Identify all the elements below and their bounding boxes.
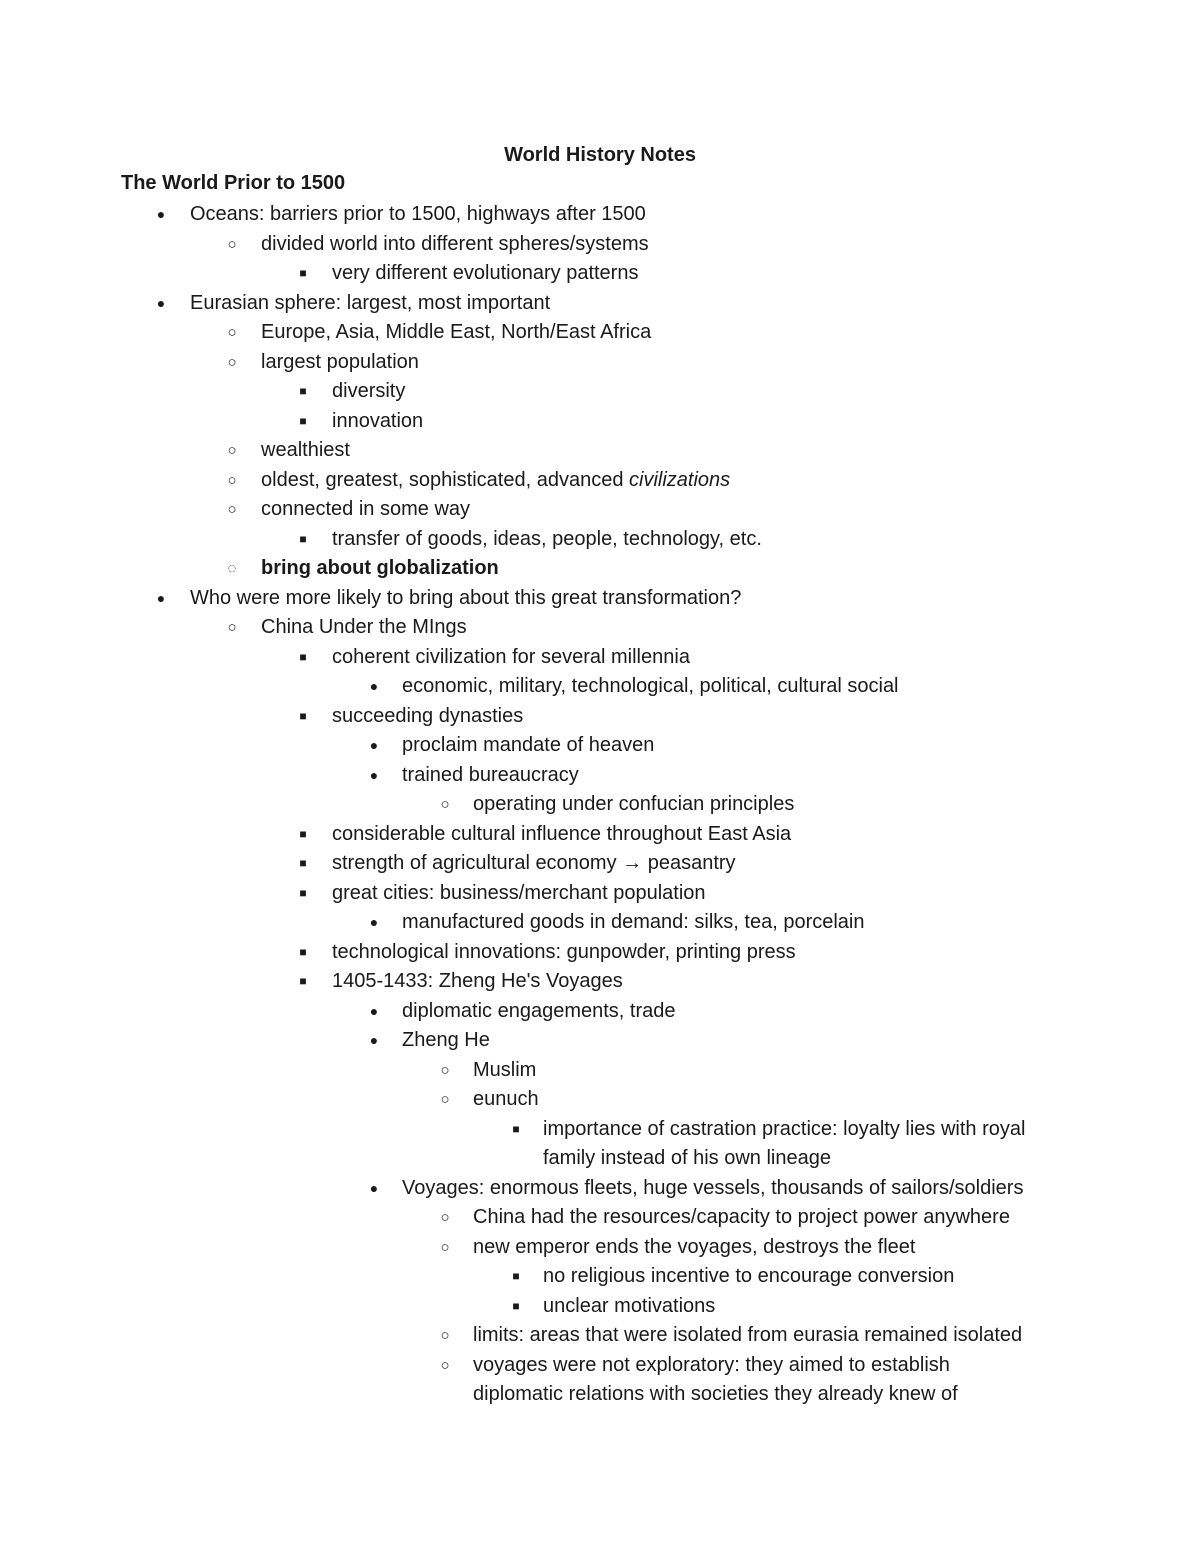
outline-line: [0, 495, 1200, 525]
outline-text: [332, 702, 523, 732]
outline-text: [402, 997, 676, 1027]
outline-line: [0, 407, 1200, 437]
line-text: technological innovations: gunpowder, printing press: [332, 940, 796, 963]
outline-line: [0, 1380, 1200, 1410]
outline-line: [0, 1203, 1200, 1233]
outline-text: [190, 200, 646, 230]
section-heading: The World Prior to 1500: [121, 172, 346, 194]
outline-text: [332, 377, 405, 407]
bullet-marker: ●: [369, 678, 379, 694]
line-text: transfer of goods, ideas, people, technology, etc.: [332, 527, 762, 550]
line-text: limits: areas that were isolated from eurasia remained isolated: [473, 1324, 1023, 1346]
outline-text: [261, 436, 350, 466]
bullet-marker: ○: [440, 1238, 450, 1256]
bullet-marker: ■: [299, 384, 307, 398]
outline-text: [261, 613, 467, 643]
bullet-marker: ●: [369, 1032, 379, 1048]
outline-text: [332, 967, 623, 997]
outline-line: [0, 879, 1200, 909]
bullet-marker: ○: [227, 619, 237, 636]
line-text: diversity: [332, 380, 406, 402]
outline-text: [261, 318, 651, 348]
outline-line: [0, 1115, 1200, 1145]
bullet-marker: ○: [440, 1209, 450, 1226]
outline-line: [0, 1026, 1200, 1056]
outline-line: [0, 466, 1200, 496]
bullet-marker: ■: [299, 266, 307, 280]
outline-text: [402, 672, 899, 702]
outline-text: [473, 1233, 915, 1263]
outline-line: [0, 377, 1200, 407]
line-text: Who were more likely to bring about this great transformation?: [190, 586, 742, 609]
outline-line: [0, 790, 1200, 820]
outline-line: [0, 1321, 1200, 1351]
outline-text: [473, 1380, 958, 1410]
bullet-marker: ●: [369, 766, 379, 783]
outline-text: [261, 554, 499, 584]
bullet-marker: ○: [227, 471, 237, 489]
outline-line: [0, 967, 1200, 997]
line-text: unclear motivations: [543, 1294, 716, 1317]
emphasis-text: civilizations: [629, 468, 731, 491]
bullet-marker: ○: [227, 353, 237, 371]
line-text: succeeding dynasties: [332, 704, 524, 727]
outline-line: [0, 1351, 1200, 1381]
outline-line: [0, 849, 1200, 879]
line-text: great cities: business/merchant population: [332, 881, 706, 904]
outline-line: [0, 200, 1200, 230]
outline-text: [402, 908, 865, 938]
outline-line: [0, 1085, 1200, 1115]
bullet-marker: ◌: [227, 560, 237, 577]
line-text: Muslim: [473, 1058, 537, 1081]
line-text: economic, military, technological, political, cultural social: [402, 675, 899, 697]
outline-text: [402, 1174, 1023, 1204]
bullet-marker: ■: [299, 413, 307, 428]
outline-text: [473, 1203, 1010, 1233]
line-text: Voyages: enormous fleets, huge vessels, thousands of sailors/soldiers: [402, 1176, 1024, 1199]
outline-text: [190, 584, 741, 614]
bullet-marker: ●: [369, 737, 379, 753]
line-text: very different evolutionary patterns: [332, 262, 639, 284]
outline-text: [473, 1321, 1022, 1351]
bullet-marker: ●: [156, 206, 166, 222]
outline-line: [0, 436, 1200, 466]
bullet-marker: ■: [299, 531, 307, 546]
line-text: coherent civilization for several millennia: [332, 645, 690, 668]
bullet-marker: ■: [512, 1298, 520, 1313]
bullet-marker: ○: [227, 324, 237, 341]
outline-text: [332, 407, 423, 437]
notes-outline: [0, 200, 1200, 1410]
outline-line: [0, 289, 1200, 319]
outline-text: [332, 938, 796, 968]
outline-line: [0, 672, 1200, 702]
outline-text: [261, 230, 649, 260]
outline-text: [543, 1144, 831, 1174]
outline-text: [543, 1262, 954, 1292]
line-text: proclaim mandate of heaven: [402, 734, 655, 756]
outline-line: [0, 1233, 1200, 1263]
line-text: diplomatic engagements, trade: [402, 999, 676, 1022]
outline-text: [402, 1026, 490, 1056]
bullet-marker: ○: [440, 796, 450, 813]
outline-text: [261, 495, 470, 525]
bullet-marker: ■: [299, 974, 307, 988]
line-text: new emperor ends the voyages, destroys the fleet: [473, 1235, 916, 1258]
outline-line: [0, 230, 1200, 260]
outline-line: [0, 1144, 1200, 1174]
bullet-marker: ■: [299, 708, 307, 723]
outline-line: [0, 997, 1200, 1027]
bullet-marker: ■: [299, 649, 307, 664]
line-text: oldest, greatest, sophisticated, advanced: [261, 468, 630, 491]
outline-line: [0, 348, 1200, 378]
line-text: manufactured goods in demand: silks, tea, porcelain: [402, 911, 865, 933]
bullet-marker: ○: [440, 1061, 450, 1079]
bullet-marker: ●: [369, 1002, 379, 1019]
outline-line: [0, 702, 1200, 732]
outline-text: [332, 525, 762, 555]
bullet-marker: ■: [299, 856, 307, 870]
line-text: Eurasian sphere: largest, most important: [190, 291, 551, 314]
line-text: Oceans: barriers prior to 1500, highways after 1500: [190, 203, 646, 225]
line-text: innovation: [332, 409, 424, 432]
line-text: strength of agricultural economy → peasantry: [332, 852, 736, 874]
outline-line: [0, 318, 1200, 348]
outline-line: [0, 584, 1200, 614]
line-text: diplomatic relations with societies they already knew of: [473, 1383, 958, 1405]
outline-text: [261, 466, 730, 496]
outline-line: [0, 1174, 1200, 1204]
line-text: family instead of his own lineage: [543, 1147, 831, 1169]
outline-line: [0, 554, 1200, 584]
outline-text: [543, 1115, 1025, 1145]
bullet-marker: ●: [156, 294, 166, 311]
line-text: operating under confucian principles: [473, 793, 795, 815]
line-text: 1405-1433: Zheng He's Voyages: [332, 970, 623, 992]
bullet-marker: ○: [227, 501, 237, 518]
outline-text: [261, 348, 419, 378]
outline-text: [473, 1085, 539, 1115]
outline-line: [0, 1292, 1200, 1322]
line-text: divided world into different spheres/systems: [261, 232, 649, 255]
outline-line: [0, 820, 1200, 850]
outline-text: [332, 820, 791, 850]
outline-text: [332, 643, 690, 673]
bullet-marker: ●: [156, 589, 166, 606]
outline-line: [0, 525, 1200, 555]
line-text: Europe, Asia, Middle East, North/East Africa: [261, 321, 652, 343]
line-text: wealthiest: [261, 439, 350, 461]
line-text: bring about globalization: [261, 557, 499, 579]
bullet-marker: ■: [512, 1269, 520, 1283]
line-text: trained bureaucracy: [402, 763, 579, 786]
outline-text: [190, 289, 550, 319]
bullet-marker: ■: [299, 885, 307, 900]
bullet-marker: ■: [512, 1121, 520, 1136]
bullet-marker: ○: [440, 1356, 450, 1374]
bullet-marker: ○: [440, 1327, 450, 1344]
outline-line: [0, 938, 1200, 968]
bullet-marker: ○: [227, 442, 237, 459]
outline-text: [543, 1292, 715, 1322]
line-text: eunuch: [473, 1088, 539, 1110]
line-text: no religious incentive to encourage conversion: [543, 1265, 955, 1287]
outline-text: [402, 731, 654, 761]
bullet-marker: ○: [440, 1091, 450, 1108]
outline-line: [0, 731, 1200, 761]
outline-text: [402, 761, 579, 791]
line-text: connected in some way: [261, 498, 471, 520]
line-text: largest population: [261, 350, 419, 373]
outline-text: [332, 259, 638, 289]
bullet-marker: ○: [227, 235, 237, 253]
line-text: Zheng He: [402, 1029, 490, 1051]
outline-text: [473, 790, 794, 820]
line-text: voyages were not exploratory: they aimed to establish: [473, 1353, 950, 1376]
bullet-marker: ■: [299, 944, 307, 959]
line-text: considerable cultural influence throughout East Asia: [332, 822, 792, 845]
line-text: China Under the MIngs: [261, 616, 467, 638]
outline-text: [332, 849, 736, 879]
outline-text: [473, 1351, 950, 1381]
bullet-marker: ●: [369, 1179, 379, 1196]
outline-line: [0, 643, 1200, 673]
bullet-marker: ■: [299, 826, 307, 841]
outline-line: [0, 1056, 1200, 1086]
line-text: importance of castration practice: loyalty lies with royal: [543, 1117, 1026, 1140]
document-title: World History Notes: [504, 144, 696, 166]
outline-line: [0, 259, 1200, 289]
outline-text: [332, 879, 706, 909]
bullet-marker: ●: [369, 914, 379, 930]
outline-line: [0, 908, 1200, 938]
line-text: China had the resources/capacity to project power anywhere: [473, 1206, 1010, 1228]
outline-line: [0, 1262, 1200, 1292]
outline-line: [0, 613, 1200, 643]
outline-line: [0, 761, 1200, 791]
outline-text: [473, 1056, 536, 1086]
